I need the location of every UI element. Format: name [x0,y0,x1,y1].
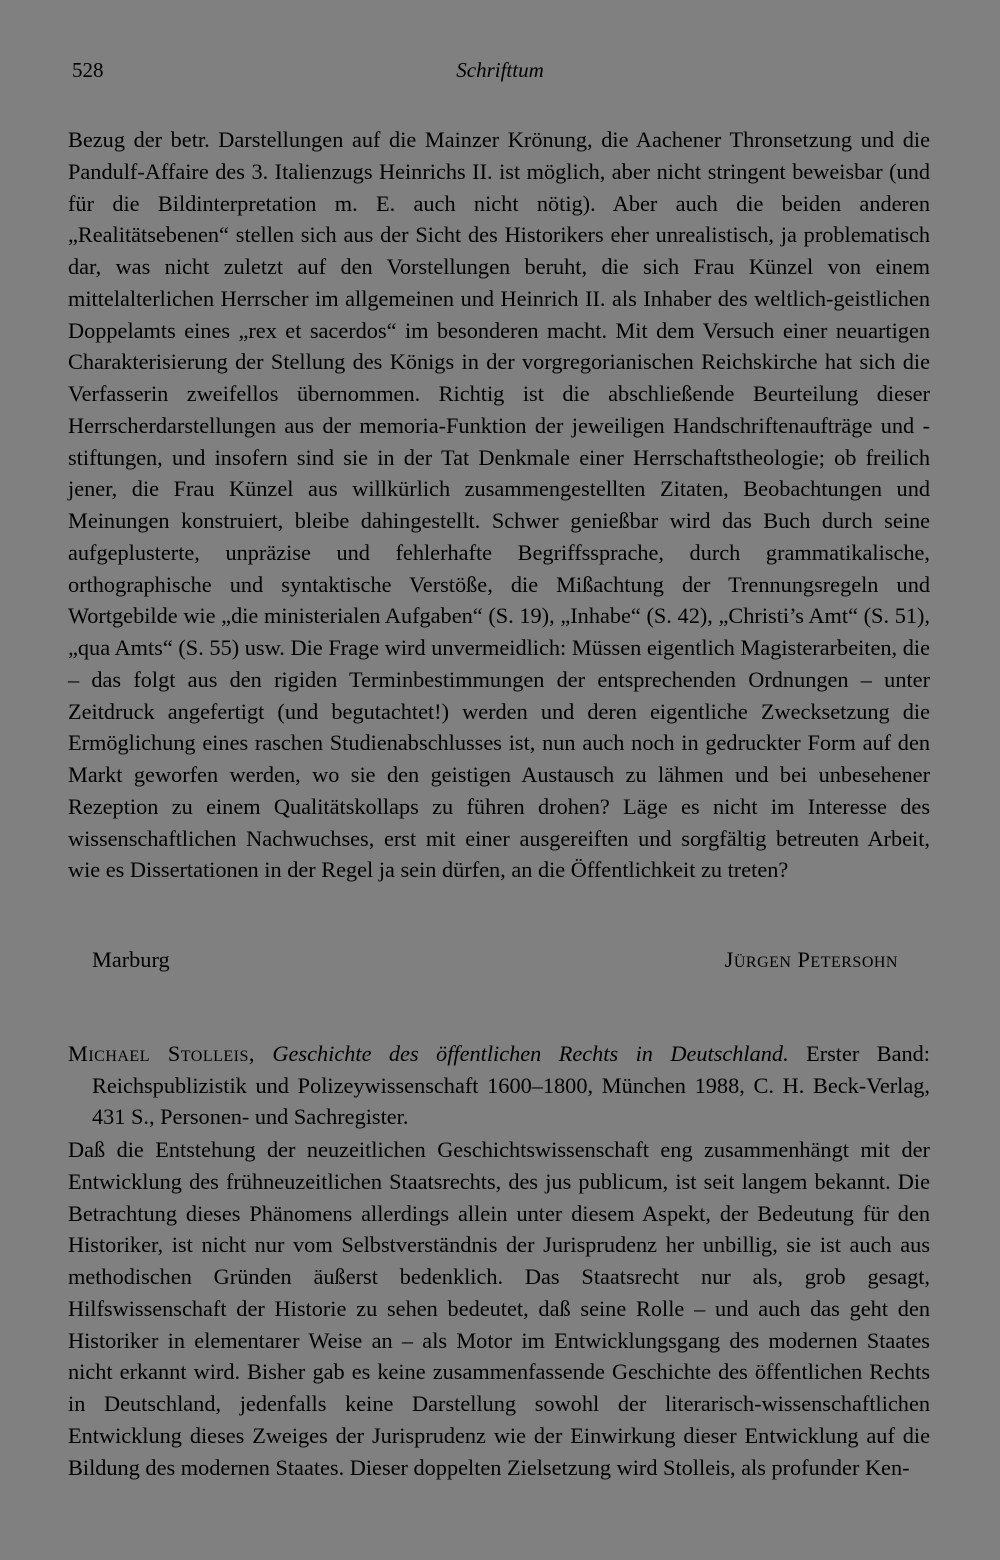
book-citation [68,1038,930,1133]
page-number: 528 [72,58,104,82]
reviewer-name: Jürgen Petersohn [724,947,898,972]
cited-details: Erster Band: Reichspublizistik und Polizeywissenschaft 1600–1800, München 1988, C. H. Beck-Verlag, 431 S., Personen- und Sachregister. [92,1041,931,1129]
cited-author: Michael Stolleis, [68,1041,255,1066]
running-title: Schrifttum [456,58,544,82]
running-head [72,58,928,88]
review-paragraph: Bezug der betr. Darstellungen auf die Mainzer Krönung, die Aachener Thronsetzung und die Pandulf-Affaire des 3. Italienzugs Heinrichs II. ist möglich, aber nicht stringent beweisbar (und für die Bildinterpretation m. E. auch nicht nötig). Aber auch die beiden anderen „Realitätsebenen“ stellen sich aus der Sicht des Historikers eher unrealistisch, ja problematisch dar, was nicht zuletzt auf den Vorstellungen beruht, die sich Frau Künzel von einem mittelalterlichen Herrscher im allgemeinen und Heinrich II. als Inhaber des weltlich-geistlichen Doppelamts eines „rex et sacerdos“ im besonderen macht. Mit dem Versuch einer neuartigen Charakterisierung der Stellung des Königs in der vorgregorianischen Reichskirche hat sich die Verfasserin zweifellos übernommen. Richtig ist die abschließende Beurteilung dieser Herrscherdarstellungen aus der memoria-Funktion der jeweiligen Handschriftenaufträge und -stiftungen, und insofern sind sie in der Tat Denkmale einer Herrschaftstheologie; ob freilich jener, die Frau Künzel aus willkürlich zusammengestellten Zitaten, Beobachtungen und Meinungen konstruiert, bleibe dahingestellt. Schwer genießbar wird das Buch durch seine aufgeplusterte, unpräzise und fehlerhafte Begriffssprache, durch grammatikalische, orthographische und syntaktische Verstöße, die Mißachtung der Trennungsregeln und Wortgebilde wie „die ministerialen Aufgaben“ (S. 19), „Inhabe“ (S. 42), „Christi’s Amt“ (S. 51), „qua Amts“ (S. 55) usw. Die Frage wird unvermeidlich: Müssen eigentlich Magisterarbeiten, die – das folgt aus den rigiden Terminbestimmungen der entsprechenden Ordnungen – unter Zeitdruck angefertigt (und begutachtet!) werden und deren eigentliche Zwecksetzung die Ermöglichung eines raschen Studienabschlusses ist, nun auch noch in gedruckter Form auf den Markt geworfen werden, wo sie den geistigen Austausch zu lähmen und bei unbesehener Rezeption zu einem Qualitätskollaps zu führen drohen? Läge es nicht im Interesse des wissenschaftlichen Nachwuchses, erst mit einer ausgereiften und sorgfältig betreuten Arbeit, wie es Dissertationen in der Regel ja sein dürfen, an die Öffentlichkeit zu treten? [68,127,930,883]
cited-title: Geschichte des öffentlichen Rechts in Deutschland. [272,1041,789,1066]
review-paragraph-2: Daß die Entstehung der neuzeitlichen Geschichtswissenschaft eng zusammenhängt mit der Entwicklung des frühneuzeitlichen Staatsrechts, des jus publicum, ist seit langem bekannt. Die Betrachtung dieses Phänomens allerdings allein unter diesem Aspekt, der Bedeutung für den Historiker, ist nicht nur vom Selbstverständnis der Jurisprudenz her unbillig, sie ist auch aus methodischen Gründen äußerst bedenklich. Das Staatsrecht nur als, grob gesagt, Hilfswissenschaft der Historie zu sehen bedeutet, daß seine Rolle – und auch das geht den Historiker in elementarer Weise an – als Motor im Entwicklungsgang des modernen Staates nicht erkannt wird. Bisher gab es keine zusammenfassende Geschichte des öffentlichen Rechts in Deutschland, jedenfalls keine Darstellung sowohl der literarisch-wissenschaftlichen Entwicklung dieses Zweiges der Jurisprudenz wie der Einwirkung dieser Entwicklung auf die Bildung des modernen Staates. Dieser doppelten Zielsetzung wird Stolleis, als profunder Ken- [68,1137,930,1480]
signature-place: Marburg [92,947,170,972]
